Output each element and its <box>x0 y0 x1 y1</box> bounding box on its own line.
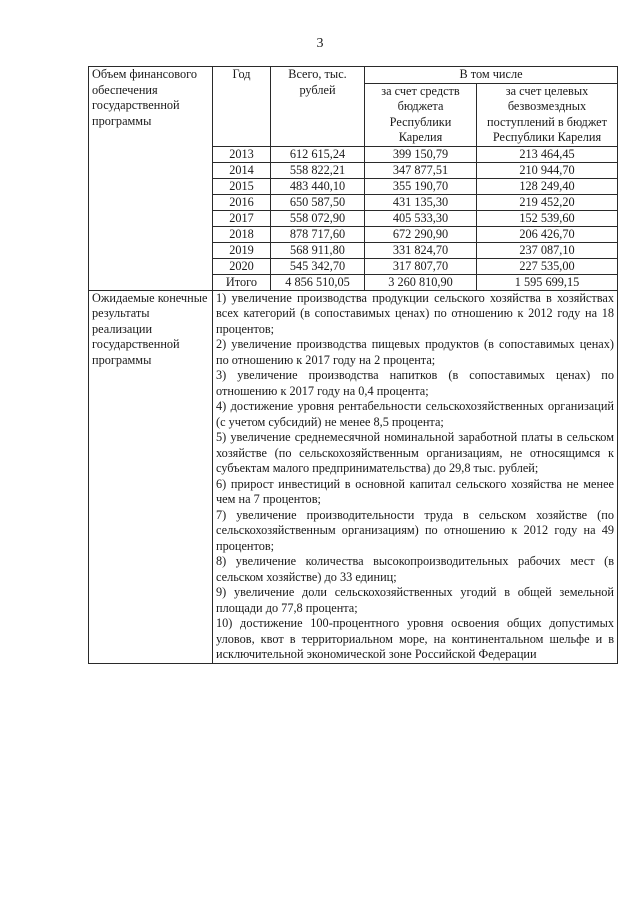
result-item: 3) увеличение производства напитков (в сопоставимых ценах) по отношению к 2017 году на 0,4 процента; <box>216 368 615 398</box>
financing-budget-cell: 405 533,30 <box>365 210 477 226</box>
financing-budget-cell: 331 824,70 <box>365 242 477 258</box>
page-number: 3 <box>316 36 324 51</box>
financing-total-cell: 558 822,21 <box>271 162 365 178</box>
financing-budget-cell: 431 135,30 <box>365 194 477 210</box>
financing-targeted-cell: 128 249,40 <box>477 178 618 194</box>
results-row <box>89 290 618 663</box>
financing-targeted-cell: 227 535,00 <box>477 258 618 274</box>
result-item: 1) увеличение производства продукции сельского хозяйства в хозяйствах всех категорий (в сопоставимых ценах) по отношению к 2012 году на 18 процентов; <box>216 290 615 336</box>
financing-year-cell: 2020 <box>213 258 271 274</box>
result-item: 4) достижение уровня рентабельности сельскохозяйственных организаций (с учетом субсидий) не менее 8,5 процента; <box>216 399 615 429</box>
financing-header-row <box>89 67 618 84</box>
including-header: В том числе <box>365 67 618 84</box>
result-item: 2) увеличение производства пищевых продуктов (в сопоставимых ценах) по отношению к 2017 году на 2 процента; <box>216 337 615 367</box>
budget-header: за счет средств бюджета Республики Карелия <box>365 83 477 146</box>
financing-year-cell: 2013 <box>213 146 271 162</box>
financing-targeted-cell: 1 595 699,15 <box>477 274 618 290</box>
result-item: 5) увеличение среднемесячной номинальной заработной платы в сельском хозяйстве (по сельскохозяйственным организациям, не относящимся к субъектам малого предпринимательства) до 29,8 тыс. рублей; <box>216 430 615 475</box>
financing-label: Объем финансового обеспечения государственной программы <box>89 67 213 291</box>
year-header: Год <box>213 67 271 147</box>
financing-total-cell: 558 072,90 <box>271 210 365 226</box>
financing-year-cell: 2016 <box>213 194 271 210</box>
financing-budget-cell: 672 290,90 <box>365 226 477 242</box>
financing-total-cell: 650 587,50 <box>271 194 365 210</box>
financing-total-cell: 612 615,24 <box>271 146 365 162</box>
financing-total-cell: 545 342,70 <box>271 258 365 274</box>
financing-year-cell: 2014 <box>213 162 271 178</box>
financing-total-cell: 568 911,80 <box>271 242 365 258</box>
financing-year-cell: Итого <box>213 274 271 290</box>
financing-total-cell: 483 440,10 <box>271 178 365 194</box>
financing-budget-cell: 317 807,70 <box>365 258 477 274</box>
financing-year-cell: 2015 <box>213 178 271 194</box>
result-item: 7) увеличение производительности труда в сельском хозяйстве (по сельскохозяйственным организациям) по отношению к 2012 году на 49 процентов; <box>216 507 615 553</box>
financing-budget-cell: 347 877,51 <box>365 162 477 178</box>
financing-targeted-cell: 213 464,45 <box>477 146 618 162</box>
result-item: 6) прирост инвестиций в основной капитал сельского хозяйства не менее чем на 7 процентов; <box>216 476 615 506</box>
result-item: 9) увеличение доли сельскохозяйственных угодий в общей земельной площади до 77,8 процента; <box>216 585 615 615</box>
financing-targeted-cell: 206 426,70 <box>477 226 618 242</box>
financing-budget-cell: 3 260 810,90 <box>365 274 477 290</box>
financing-year-cell: 2018 <box>213 226 271 242</box>
financing-total-cell: 878 717,60 <box>271 226 365 242</box>
financing-year-cell: 2019 <box>213 242 271 258</box>
financing-year-cell: 2017 <box>213 210 271 226</box>
result-item: 8) увеличение количества высокопроизводительных рабочих мест (в сельском хозяйстве) до 33 единиц; <box>216 554 615 584</box>
financing-budget-cell: 355 190,70 <box>365 178 477 194</box>
results-label: Ожидаемые конечные результаты реализации государственной программы <box>89 290 213 663</box>
financing-budget-cell: 399 150,79 <box>365 146 477 162</box>
targeted-header: за счет целевых безвозмездных поступлений в бюджет Республики Карелия <box>477 83 618 146</box>
results-list <box>213 290 618 663</box>
result-item: 10) достижение 100-процентного уровня освоения общих допустимых уловов, квот в территориальном море, на континентальном шельфе и в исключительной экономической зоне Российской Федерации <box>216 616 615 661</box>
total-header: Всего, тыс. рублей <box>271 67 365 147</box>
financing-targeted-cell: 237 087,10 <box>477 242 618 258</box>
financing-targeted-cell: 152 539,60 <box>477 210 618 226</box>
program-passport-table <box>88 66 618 664</box>
financing-targeted-cell: 219 452,20 <box>477 194 618 210</box>
financing-total-cell: 4 856 510,05 <box>271 274 365 290</box>
financing-targeted-cell: 210 944,70 <box>477 162 618 178</box>
